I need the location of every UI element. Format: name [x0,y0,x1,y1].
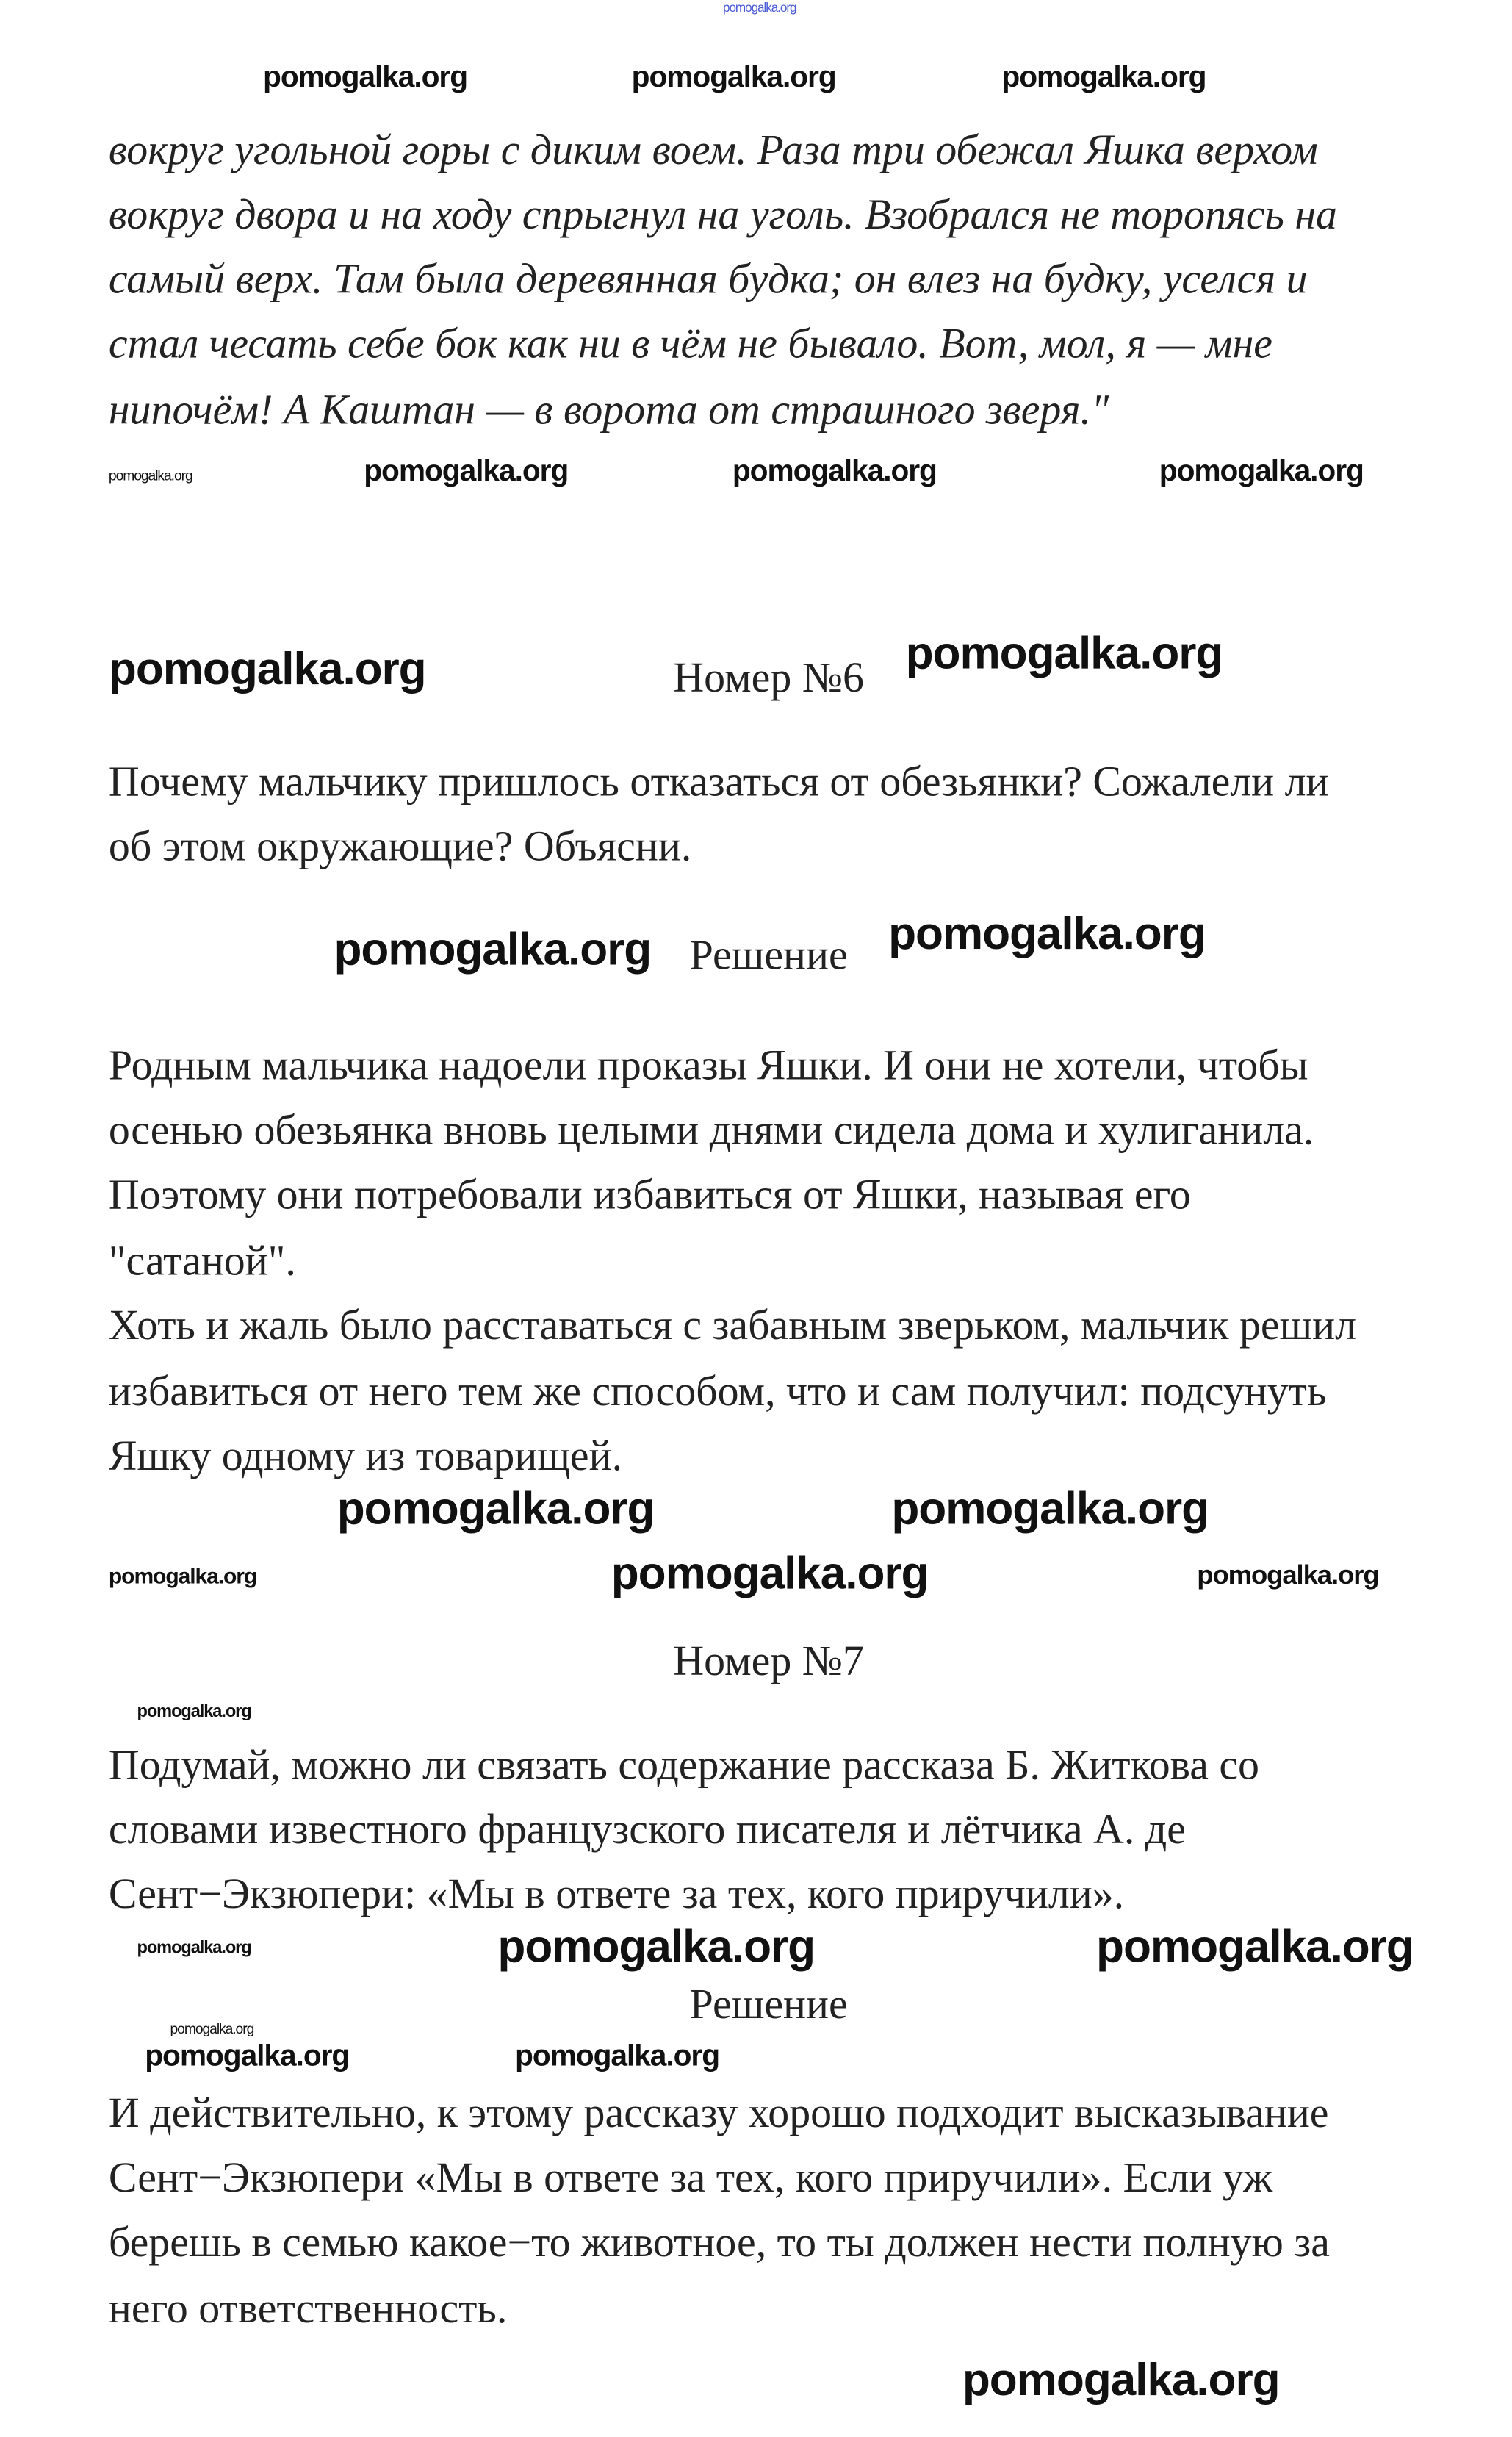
text-line: вокруг угольной горы с диким воем. Раза три обежал Яшка верхом [108,126,1318,173]
watermark: pomogalka.org [108,1562,257,1588]
watermark: pomogalka.org [334,925,652,976]
watermark: pomogalka.org [170,2021,254,2037]
solution-label: Решение [689,1980,848,2028]
answer-line: Родным мальчика надоели проказы Яшки. И они не хотели, чтобы [108,1041,1308,1089]
watermark: pomogalka.org [108,645,426,696]
question-line: Почему мальчику пришлось отказаться от обезьянки? Сожалели ли [108,758,1329,805]
answer-line: Поэтому они потребовали избавиться от Яшки, называя его [108,1170,1191,1218]
answer-line: Сент−Экзюпери «Мы в ответе за тех, кого приручили». Если уж [108,2153,1273,2201]
watermark: pomogalka.org [905,629,1223,680]
watermark: pomogalka.org [497,1923,816,1973]
answer-line: берешь в семью какое−то животное, то ты должен нести полную за [108,2218,1330,2266]
text-line: вокруг двора и на ходу спрыгнул на уголь. Взобрался не торопясь на [108,190,1337,238]
watermark: pomogalka.org [631,61,836,95]
answer-line: Яшку одному из товарищей. [108,1432,623,1479]
text-line: стал чесать себе бок как ни в чём не бывало. Вот, мол, я — мне [108,320,1273,367]
watermark: pomogalka.org [145,2040,350,2074]
watermark: pomogalka.org [1096,1923,1414,1973]
text-line: нипочём! А Каштан — в ворота от страшного зверя." [108,386,1109,434]
question-line: об этом окружающие? Объясни. [108,822,692,870]
watermark: pomogalka.org [1159,455,1364,489]
answer-line: него ответственность. [108,2284,508,2332]
answer-line: И действительно, к этому рассказу хорошо подходит высказывание [108,2089,1329,2136]
answer-line: избавиться от него тем же способом, что и сам получил: подсунуть [108,1367,1327,1415]
watermark: pomogalka.org [336,1485,655,1535]
watermark: pomogalka.org [137,1702,251,1722]
watermark: pomogalka.org [108,467,192,484]
question-line: Подумай, можно ли связать содержание рассказа Б. Житкова со [108,1740,1259,1789]
watermark: pomogalka.org [1197,1560,1379,1590]
watermark: pomogalka.org [1001,61,1206,95]
watermark: pomogalka.org [515,2040,720,2074]
watermark: pomogalka.org [364,455,569,489]
answer-line: осенью обезьянка вновь целыми днями сидела дома и хулиганила. [108,1105,1314,1154]
watermark: pomogalka.org [732,455,937,489]
watermark: pomogalka.org [962,2355,1280,2407]
watermark: pomogalka.org [888,909,1206,961]
answer-line: Хоть и жаль было расставаться с забавным зверьком, мальчик решил [108,1301,1357,1349]
watermark: pomogalka.org [722,0,796,15]
solution-label: Решение [689,930,848,979]
task-title: Номер №7 [673,1637,864,1684]
watermark: pomogalka.org [137,1939,251,1958]
watermark: pomogalka.org [263,61,468,95]
watermark: pomogalka.org [611,1549,929,1600]
answer-line: "сатаной". [108,1236,296,1285]
watermark: pomogalka.org [891,1485,1209,1535]
question-line: Сент−Экзюпери: «Мы в ответе за тех, кого приручили». [108,1870,1125,1917]
question-line: словами известного французского писателя и лётчика А. де [108,1805,1186,1853]
text-line: самый верх. Там была деревянная будка; он влез на будку, уселся и [108,255,1308,303]
task-title: Номер №6 [673,653,864,701]
